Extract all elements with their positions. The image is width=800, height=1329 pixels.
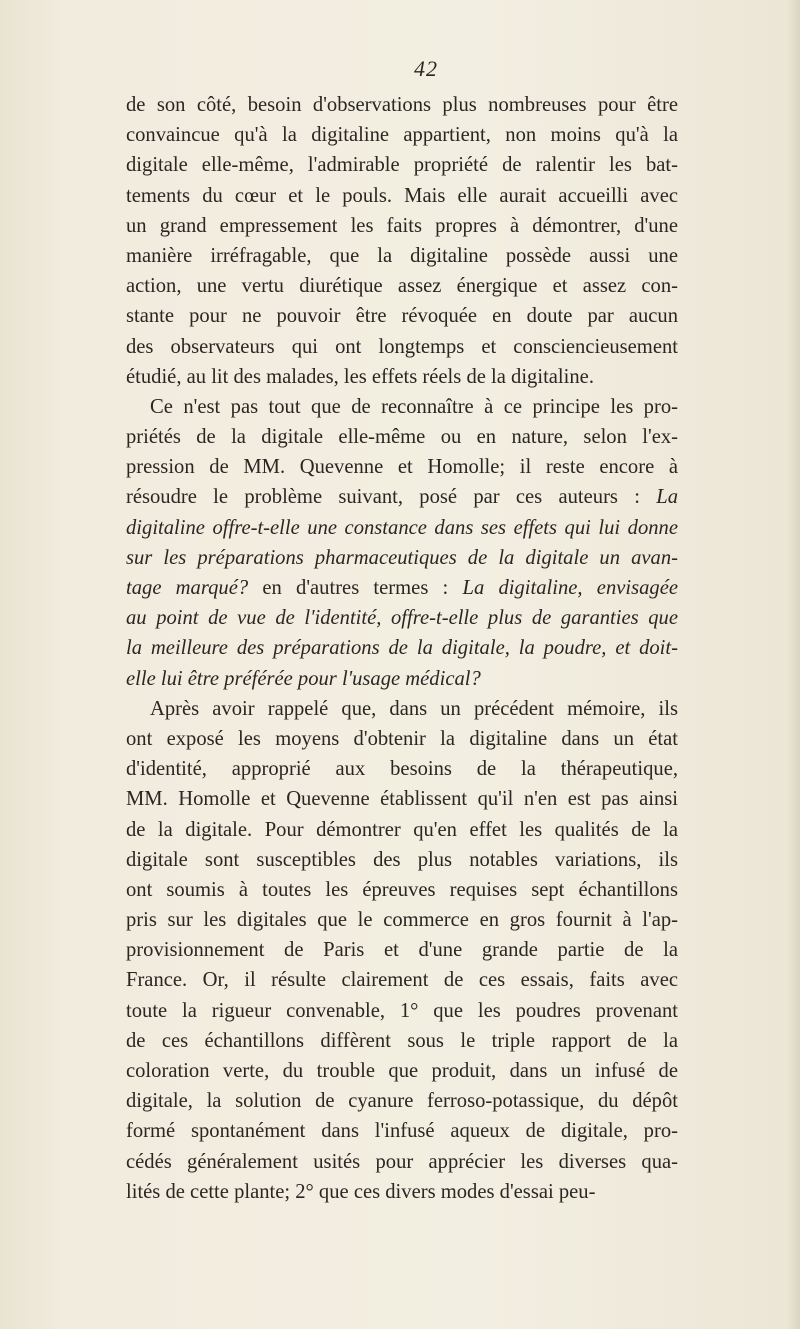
text-line (126, 211, 678, 241)
text-segment: pris sur les digitales que le commerce en gros fournit à l'ap- (126, 909, 678, 932)
text-segment: action, une vertu diurétique assez énergique et assez con- (126, 275, 678, 298)
text-line (126, 996, 678, 1026)
text-line (126, 422, 678, 452)
text-line (126, 633, 678, 663)
text-line (126, 664, 678, 694)
text-segment: de la digitale. Pour démontrer qu'en effet les qualités de la (126, 818, 678, 841)
text-segment: convaincue qu'à la digitaline appartient, non moins qu'à la (126, 124, 678, 147)
text-segment: digitale sont susceptibles des plus notables variations, ils (126, 848, 678, 871)
text-segment: ont exposé les moyens d'obtenir la digitaline dans un état (126, 727, 678, 750)
text-segment: lités de cette plante; 2° que ces divers modes d'essai peu- (126, 1180, 596, 1203)
text-segment: coloration verte, du trouble que produit, dans un infusé de (126, 1060, 678, 1082)
text-line (126, 603, 678, 633)
text-segment: de son côté, besoin d'observations plus nombreuses pour être (126, 94, 678, 116)
text-segment: d'identité, approprié aux besoins de la thérapeutique, (126, 758, 678, 781)
text-line (126, 875, 678, 905)
text-line (126, 241, 678, 271)
text-segment: provisionnement de Paris et d'une grande partie de la (126, 939, 678, 962)
text-line (126, 301, 678, 331)
text-line (126, 1086, 678, 1116)
text-segment: résoudre le problème suivant, posé par ces auteurs : (126, 486, 657, 509)
body-text (126, 90, 678, 1207)
text-line (126, 1177, 678, 1207)
text-line (126, 965, 678, 995)
italic-text-segment: tage marqué? (126, 577, 249, 599)
italic-text-segment: la meilleure des préparations de la digitale, la poudre, et doit- (126, 637, 678, 660)
text-line (126, 452, 678, 482)
text-segment: de ces échantillons diffèrent sous le triple rapport de la (126, 1029, 678, 1052)
italic-text-segment: au point de vue de l'identité, offre-t-elle plus de garanties que (126, 607, 678, 630)
text-line (126, 1116, 678, 1146)
text-segment: priétés de la digitale elle-même ou en nature, selon l'ex- (126, 426, 678, 449)
text-segment: étudié, au lit des malades, les effets réels de la digitaline. (126, 365, 594, 388)
text-segment: un grand empressement les faits propres à démontrer, d'une (126, 214, 678, 237)
text-segment: ont soumis à toutes les épreuves requises sept échantillons (126, 878, 678, 901)
text-line (126, 694, 678, 724)
text-segment: pression de MM. Quevenne et Homolle; il reste encore à (126, 456, 678, 479)
italic-text-segment: La (656, 486, 678, 509)
text-segment: tements du cœur et le pouls. Mais elle aurait accueilli avec (126, 184, 678, 207)
text-line (126, 482, 678, 512)
italic-text-segment: sur les préparations pharmaceutiques de la digitale un avan- (126, 546, 678, 569)
text-segment: stante pour ne pouvoir être révoquée en doute par aucun (126, 305, 678, 328)
italic-text-segment: digitaline offre-t-elle une constance dans ses effets qui lui donne (126, 516, 678, 539)
text-line (126, 784, 678, 814)
text-segment: digitale elle-même, l'admirable propriété de ralentir les bat- (126, 154, 678, 177)
text-segment: en d'autres termes : (248, 577, 463, 599)
text-line (126, 754, 678, 784)
text-segment: digitale, la solution de cyanure ferroso-potassique, du dépôt (126, 1090, 678, 1113)
text-line (126, 90, 678, 120)
text-line (126, 362, 678, 392)
text-segment: cédés généralement usités pour apprécier les diverses qua- (126, 1150, 678, 1173)
text-line (126, 905, 678, 935)
page-number: 42 (414, 56, 438, 81)
italic-text-segment: elle lui être préférée pour l'usage médical? (126, 667, 481, 690)
text-line (126, 120, 678, 150)
text-segment: Ce n'est pas tout que de reconnaître à ce principe les pro- (150, 395, 678, 418)
text-line (126, 392, 678, 422)
text-line (126, 1147, 678, 1177)
text-segment: Après avoir rappelé que, dans un précédent mémoire, ils (150, 697, 678, 720)
text-line (126, 543, 678, 573)
text-line (126, 271, 678, 301)
text-segment: France. Or, il résulte clairement de ces essais, faits avec (126, 969, 678, 992)
text-line (126, 1026, 678, 1056)
text-line (126, 815, 678, 845)
text-line (126, 150, 678, 180)
text-line (126, 513, 678, 543)
text-segment: toute la rigueur convenable, 1° que les poudres provenant (126, 999, 678, 1022)
text-segment: formé spontanément dans l'infusé aqueux de digitale, pro- (126, 1120, 678, 1143)
text-line (126, 332, 678, 362)
text-segment: manière irréfragable, que la digitaline possède aussi une (126, 244, 678, 267)
text-line (126, 181, 678, 211)
text-line (126, 724, 678, 754)
text-segment: des observateurs qui ont longtemps et consciencieusement (126, 335, 678, 358)
text-line (126, 935, 678, 965)
text-line (126, 1056, 678, 1086)
text-line (126, 845, 678, 875)
text-line (126, 573, 678, 603)
page-edge-shadow (786, 0, 800, 1329)
text-segment: MM. Homolle et Quevenne établissent qu'il n'en est pas ainsi (126, 788, 678, 811)
italic-text-segment: La digitaline, envisagée (462, 577, 678, 599)
